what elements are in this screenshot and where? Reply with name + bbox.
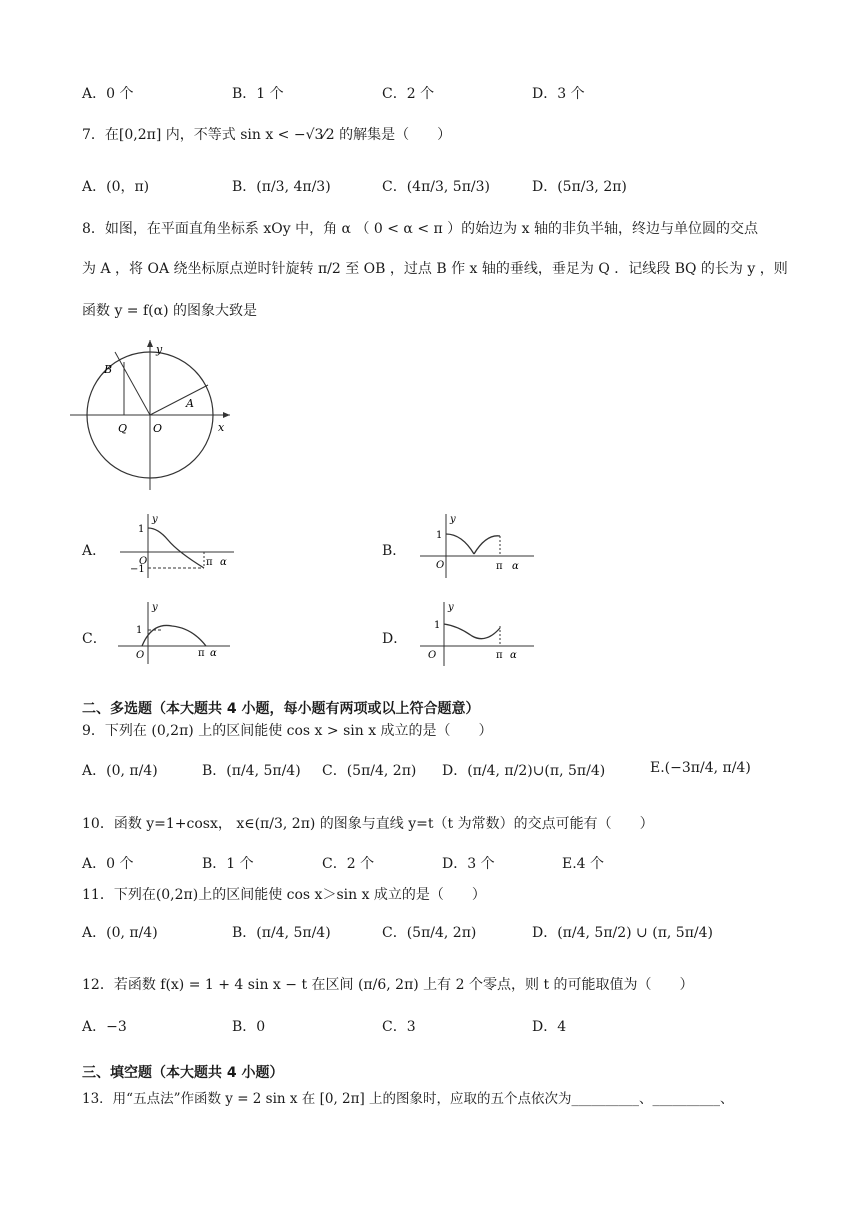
graph-d-pi: π	[496, 650, 503, 661]
q11-option-c: C．(5π/4, 2π)	[382, 925, 477, 941]
q8-option-d: D．	[382, 631, 408, 647]
q12-option-b: B．0	[232, 1019, 266, 1035]
q10-option-b: B．1 个	[202, 856, 254, 872]
graph-d-origin: O	[428, 650, 437, 661]
label-o: O	[153, 422, 163, 435]
q8-option-b: B．	[382, 543, 407, 559]
label-x: x	[218, 421, 225, 434]
graph-a-one: 1	[138, 524, 145, 535]
q8-line-1: 8．如图，在平面直角坐标系 xOy 中，角 α （ 0 < α < π ）的始边为 x 轴的非负半轴，终边与单位圆的交点	[82, 221, 758, 237]
graph-a-alpha: α	[220, 557, 227, 568]
graph-b-y: y	[450, 514, 456, 525]
q7-option-c: C．(4π/3, 5π/3)	[382, 179, 491, 195]
q9-option-a: A．(0, π/4)	[82, 763, 158, 779]
graph-d-one: 1	[434, 620, 441, 631]
section-2-heading: 二、多选题（本大题共 4 小题，每小题有两项或以上符合题意）	[82, 701, 480, 717]
q12-option-a: A．−3	[82, 1019, 127, 1035]
q10-option-a: A．0 个	[82, 856, 134, 872]
q10-option-c: C．2 个	[322, 856, 375, 872]
graph-d-alpha: α	[510, 650, 517, 661]
graph-d-y: y	[448, 602, 454, 613]
graph-b-origin: O	[436, 560, 445, 571]
q10-option-d: D．3 个	[442, 856, 495, 872]
graph-c	[112, 600, 242, 666]
q11-option-a: A．(0, π/4)	[82, 925, 158, 941]
q7-option-b: B．(π/3, 4π/3)	[232, 179, 331, 195]
q11-option-d: D．(π/4, 5π/2) ∪ (π, 5π/4)	[532, 925, 713, 941]
graph-c-one: 1	[136, 625, 143, 636]
q8-line-3: 函数 y = f(α) 的图象大致是	[82, 303, 257, 319]
q12-option-c: C．3	[382, 1019, 416, 1035]
graph-b-alpha: α	[512, 561, 519, 572]
q6-option-b: B．1 个	[232, 86, 284, 102]
q9-stem: 9．下列在 (0,2π) 上的区间能使 cos x > sin x 成立的是（ ）	[82, 723, 493, 739]
graph-a-y: y	[152, 514, 158, 525]
q7-option-d: D．(5π/3, 2π)	[532, 179, 627, 195]
q6-option-c: C．2 个	[382, 86, 435, 102]
graph-a-origin: O	[139, 556, 148, 567]
graph-b	[412, 512, 542, 580]
q7-stem: 7．在[0,2π] 内，不等式 sin x < −√3⁄2 的解集是（ ）	[82, 127, 452, 143]
graph-d	[412, 600, 542, 668]
label-y: y	[156, 343, 163, 356]
graph-a-minus-one: −1	[130, 564, 145, 575]
label-a: A	[186, 397, 194, 410]
graph-c-y: y	[152, 602, 158, 613]
q8-option-a: A．	[82, 543, 107, 559]
unit-circle-figure	[60, 335, 240, 495]
q6-option-a: A．0 个	[82, 86, 134, 102]
q9-option-d: D．(π/4, π/2)∪(π, 5π/4)	[442, 763, 606, 779]
q8-line-2: 为 A ，将 OA 绕坐标原点逆时针旋转 π/2 至 OB ，过点 B 作 x 轴的垂线，垂足为 Q ．记线段 BQ 的长为 y ，则	[82, 261, 788, 277]
graph-b-one: 1	[436, 530, 443, 541]
q12-stem: 12．若函数 f(x) = 1 + 4 sin x − t 在区间 (π/6, 2π) 上有 2 个零点，则 t 的可能取值为（ ）	[82, 977, 694, 993]
q9-option-e: E.(−3π/4, π/4)	[650, 760, 751, 776]
q6-option-d: D．3 个	[532, 86, 585, 102]
label-b: B	[104, 363, 113, 376]
label-q: Q	[118, 422, 128, 435]
q9-option-b: B．(π/4, 5π/4)	[202, 763, 301, 779]
graph-a	[112, 512, 242, 580]
q13-stem: 13．用“五点法”作函数 y = 2 sin x 在 [0, 2π] 上的图象时，应取的五个点依次为__________、__________、	[82, 1091, 734, 1107]
q9-option-c: C．(5π/4, 2π)	[322, 763, 417, 779]
graph-c-alpha: α	[210, 648, 217, 659]
q10-option-e: E.4 个	[562, 856, 605, 872]
q11-stem: 11．下列在(0,2π)上的区间能使 cos x＞sin x 成立的是（ ）	[82, 887, 486, 903]
q12-option-d: D．4	[532, 1019, 567, 1035]
graph-c-origin: O	[136, 650, 145, 661]
q11-option-b: B．(π/4, 5π/4)	[232, 925, 331, 941]
q8-option-c: C．	[82, 631, 107, 647]
graph-a-pi: π	[206, 557, 213, 568]
q10-stem: 10．函数 y=1+cosx， x∈(π/3, 2π) 的图象与直线 y=t（t 为常数）的交点可能有（ ）	[82, 816, 654, 832]
graph-b-pi: π	[496, 561, 503, 572]
graph-c-pi: π	[198, 648, 205, 659]
q7-option-a: A．(0，π)	[82, 179, 150, 195]
section-3-heading: 三、填空题（本大题共 4 小题）	[82, 1065, 284, 1081]
